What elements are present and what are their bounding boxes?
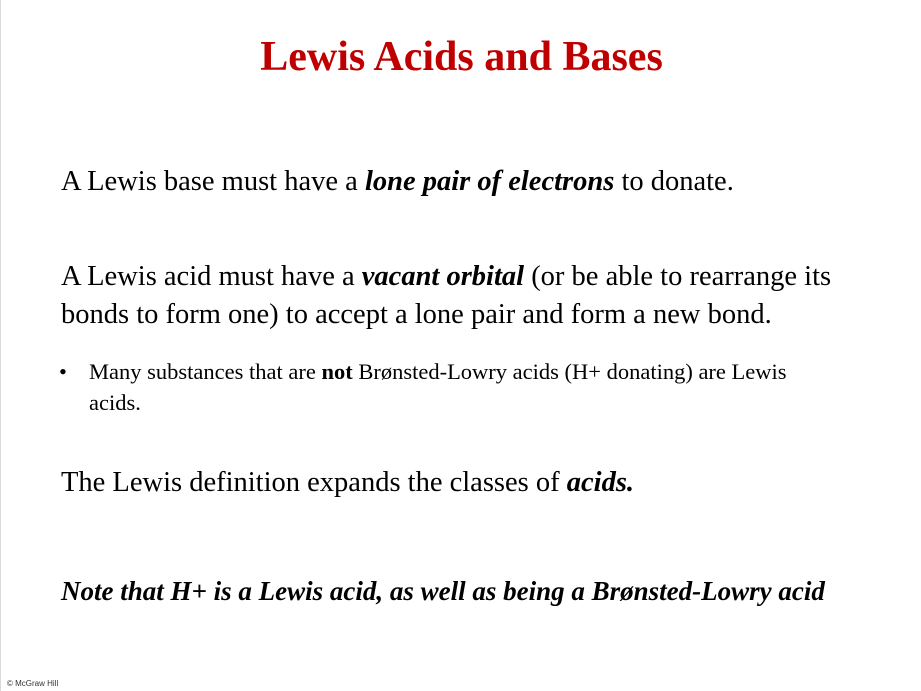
bullet-bold-word: not: [321, 359, 353, 384]
lewis-acid-paragraph: [61, 258, 881, 334]
lewis-base-text-pre: A Lewis base must have a: [61, 166, 365, 197]
lewis-acid-text-post: (or be able to rearrange its bonds to form one) to accept a lone pair and form a new bond.: [61, 261, 832, 330]
bullet-marker: •: [59, 359, 67, 384]
lewis-base-emphasis: lone pair of electrons: [364, 166, 615, 197]
lewis-base-paragraph: [61, 163, 881, 201]
lewis-definition-paragraph: [61, 464, 881, 502]
lewis-acid-emphasis: vacant orbital: [361, 261, 525, 292]
bullet-text-pre: Many substances that are: [89, 359, 322, 384]
copyright-footer: © McGraw Hill: [7, 679, 59, 688]
note-paragraph: Note that H+ is a Lewis acid, as well as being a Brønsted-Lowry acid: [61, 576, 825, 606]
slide-title: Lewis Acids and Bases: [260, 34, 663, 80]
bullet-text-post: Brønsted-Lowry acids (H+ donating) are Lewis acids.: [89, 359, 787, 415]
lewis-base-text-post: to donate.: [614, 166, 734, 197]
definition-text-pre: The Lewis definition expands the classes of: [61, 467, 567, 498]
lewis-acid-text-pre: A Lewis acid must have a: [61, 261, 362, 292]
bullet-text: [89, 356, 839, 418]
bullet-item: [59, 356, 839, 418]
definition-emphasis: acids.: [566, 467, 635, 498]
